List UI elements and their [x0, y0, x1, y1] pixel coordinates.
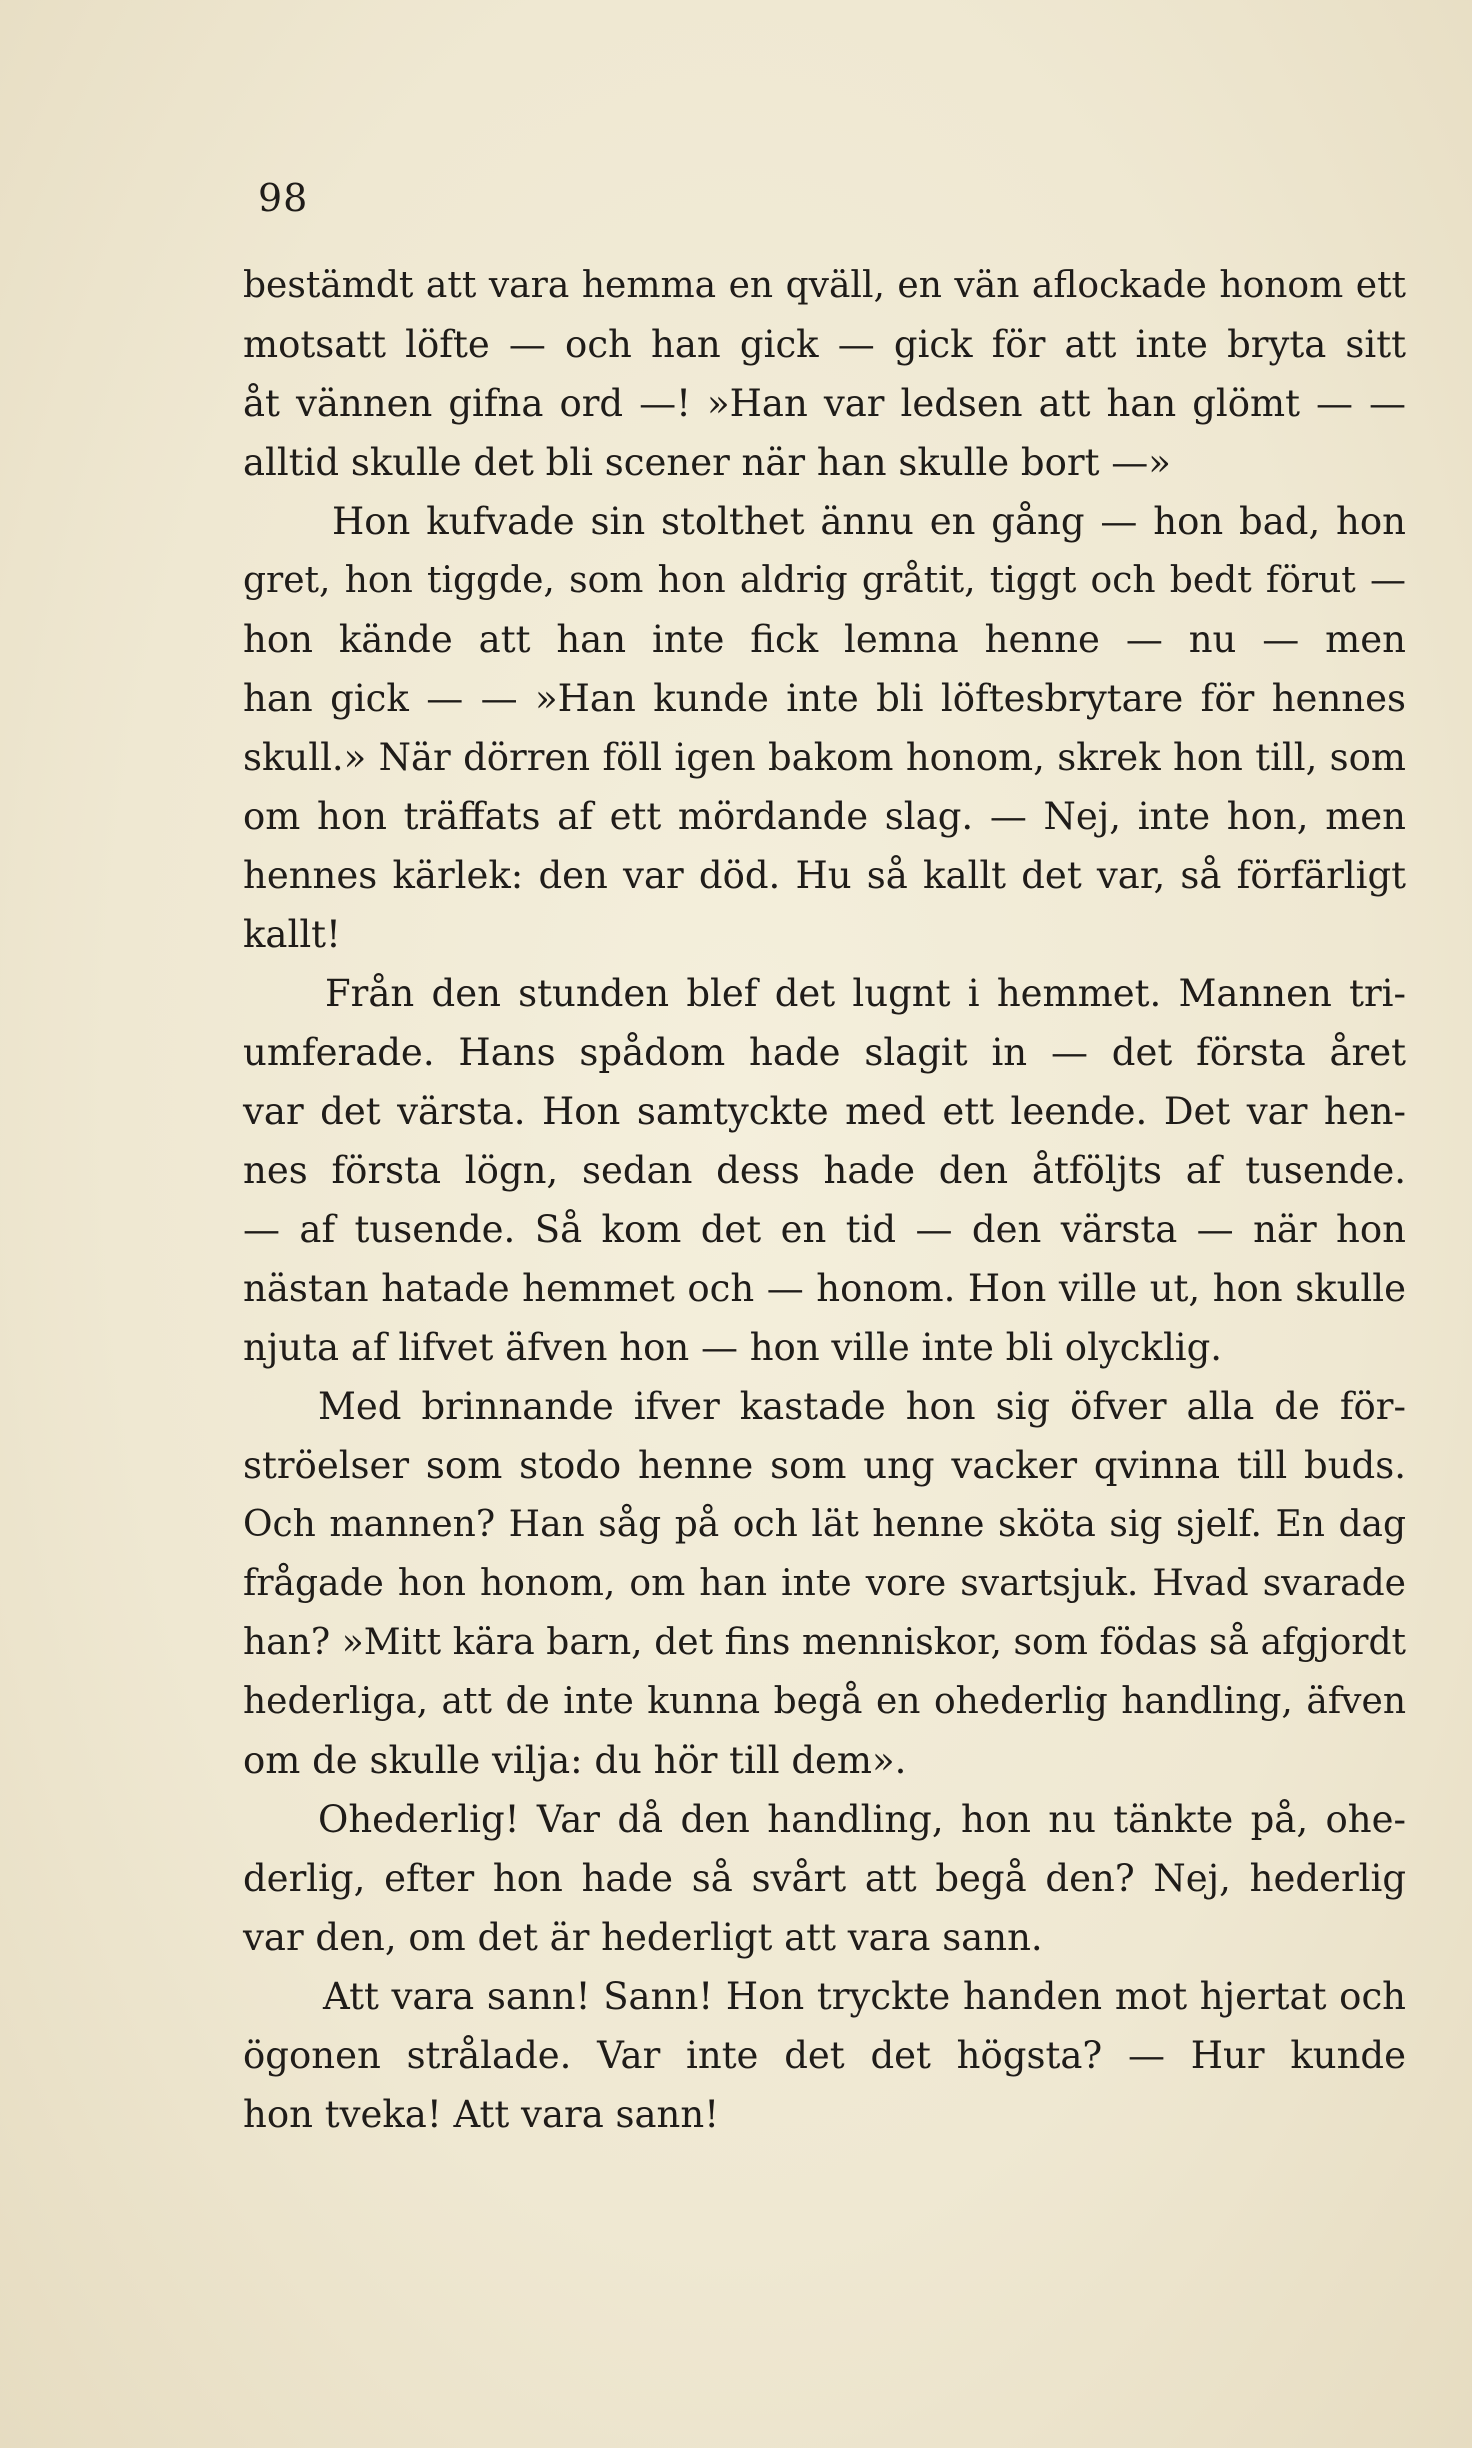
page-number: 98: [258, 176, 309, 220]
text-line: han? »Mitt kära barn, det fins menniskor, som födas så afgjordt: [243, 1622, 1406, 1663]
text-line: Och mannen? Han såg på och lät henne sköta sig sjelf. En dag: [243, 1504, 1406, 1545]
text-line: bestämdt att vara hemma en qväll, en vän aflockade honom ett: [243, 265, 1406, 306]
body-text: [243, 256, 1406, 2144]
text-line: kallt!: [243, 913, 341, 956]
text-line: hon kände att han inte fick lemna henne — nu — men: [243, 618, 1406, 661]
text-line: nes första lögn, sedan dess hade den åtföljts af tusende.: [243, 1149, 1406, 1192]
text-line: åt vännen gifna ord —! »Han var ledsen att han glömt — —: [243, 382, 1406, 425]
text-line: han gick — — »Han kunde inte bli löftesbrytare för hennes: [243, 677, 1406, 720]
text-line: om hon träffats af ett mördande slag. — Nej, inte hon, men: [243, 795, 1406, 838]
text-line: om de skulle vilja: du hör till dem».: [243, 1739, 907, 1782]
text-line: Hon kufvade sin stolthet ännu en gång — hon bad, hon: [332, 500, 1406, 543]
text-line: Ohederlig! Var då den handling, hon nu tänkte på, ohe-: [318, 1798, 1406, 1841]
text-line: motsatt löfte — och han gick — gick för att inte bryta sitt: [243, 323, 1406, 366]
text-line: skull.» När dörren föll igen bakom honom, skrek hon till, som: [243, 736, 1406, 779]
text-line: ströelser som stodo henne som ung vacker qvinna till buds.: [243, 1444, 1406, 1487]
text-line: nästan hatade hemmet och — honom. Hon ville ut, hon skulle: [243, 1267, 1406, 1310]
text-line: frågade hon honom, om han inte vore svartsjuk. Hvad svarade: [243, 1563, 1406, 1604]
text-line: derlig, efter hon hade så svårt att begå den? Nej, hederlig: [243, 1857, 1406, 1900]
text-line: Med brinnande ifver kastade hon sig öfver alla de för-: [318, 1385, 1406, 1428]
text-line: hederliga, att de inte kunna begå en ohederlig handling, äfven: [243, 1681, 1406, 1722]
text-line: gret, hon tiggde, som hon aldrig gråtit, tiggt och bedt förut —: [243, 560, 1406, 601]
text-line: var det värsta. Hon samtyckte med ett leende. Det var hen-: [243, 1090, 1406, 1133]
text-line: Att vara sann! Sann! Hon tryckte handen mot hjertat och: [323, 1975, 1406, 2018]
text-line: ögonen strålade. Var inte det det högsta? — Hur kunde: [243, 2034, 1406, 2077]
text-line: njuta af lifvet äfven hon — hon ville inte bli olycklig.: [243, 1326, 1223, 1369]
text-line: hon tveka! Att vara sann!: [243, 2093, 720, 2136]
text-line: var den, om det är hederligt att vara sann.: [243, 1916, 1043, 1959]
text-line: umferade. Hans spådom hade slagit in — det första året: [243, 1031, 1406, 1074]
text-line: — af tusende. Så kom det en tid — den värsta — när hon: [243, 1208, 1406, 1251]
text-line: hennes kärlek: den var död. Hu så kallt det var, så förfärligt: [243, 854, 1406, 897]
text-line: Från den stunden blef det lugnt i hemmet. Mannen tri-: [325, 972, 1406, 1015]
text-line: alltid skulle det bli scener när han skulle bort —»: [243, 441, 1171, 484]
